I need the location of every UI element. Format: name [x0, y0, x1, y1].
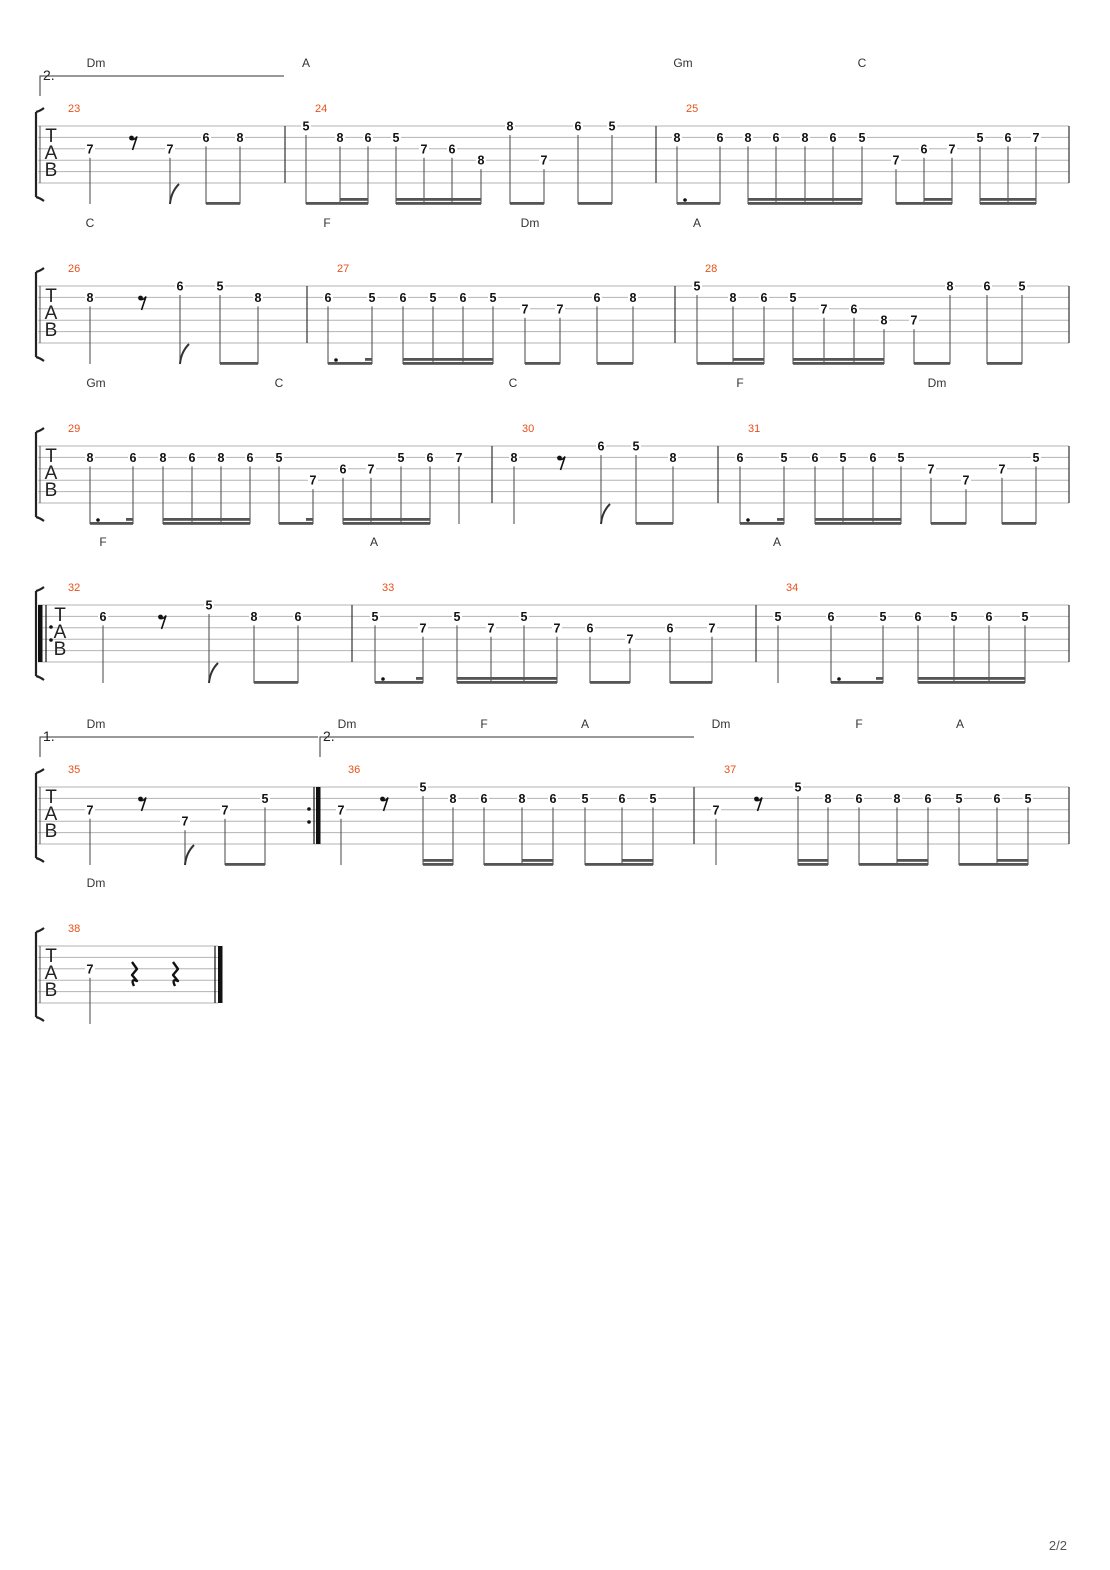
- beam-eighth: [914, 362, 950, 365]
- fret-number: 8: [159, 450, 167, 465]
- beam-sixteenth: [396, 198, 481, 201]
- chord-symbol: Dm: [86, 56, 106, 70]
- chord-symbol: Dm: [711, 717, 731, 731]
- fret-number: 7: [521, 302, 529, 317]
- beam-eighth: [375, 681, 423, 684]
- tab-clef-a: A: [44, 804, 58, 825]
- beam-eighth: [959, 863, 1028, 866]
- tab-clef-t: T: [45, 787, 57, 808]
- fret-number: 5: [397, 450, 405, 465]
- tab-clef-a: A: [53, 622, 67, 643]
- chord-symbol: F: [855, 717, 863, 731]
- fret-number: 7: [181, 814, 189, 829]
- fret-number: 6: [760, 290, 768, 305]
- fret-number: 5: [302, 119, 310, 134]
- beam-sixteenth: [815, 518, 901, 521]
- fret-number: 6: [811, 450, 819, 465]
- fret-number: 5: [1018, 279, 1026, 294]
- chord-symbol: Dm: [86, 717, 106, 731]
- tab-clef-a: A: [44, 963, 58, 984]
- fret-number: 6: [99, 609, 107, 624]
- fret-number: 6: [736, 450, 744, 465]
- fret-number: 8: [518, 791, 526, 806]
- chord-symbol: Gm: [86, 376, 106, 390]
- rhythm-dot: [96, 518, 100, 522]
- fret-number: 6: [772, 130, 780, 145]
- rhythm-dot: [746, 518, 750, 522]
- fret-number: 6: [597, 439, 605, 454]
- fret-number: 6: [364, 130, 372, 145]
- measure-number: 25: [686, 103, 699, 115]
- fret-number: 5: [489, 290, 497, 305]
- measure-number: 37: [724, 764, 737, 776]
- chord-symbol: C: [857, 56, 867, 70]
- beam-sixteenth: [163, 518, 250, 521]
- fret-number: 8: [86, 450, 94, 465]
- note-flag: [601, 504, 610, 524]
- beam-sixteenth: [416, 677, 423, 680]
- fret-number: 7: [367, 462, 375, 477]
- tab-clef-t: T: [45, 286, 57, 307]
- beam-eighth: [931, 522, 966, 525]
- beam-eighth: [343, 522, 430, 525]
- fret-number: 6: [339, 462, 347, 477]
- volta-bracket: [40, 76, 284, 96]
- fret-number: 7: [455, 450, 463, 465]
- fret-number: 6: [829, 130, 837, 145]
- fret-number: 8: [669, 450, 677, 465]
- note-flag: [180, 344, 189, 364]
- chord-symbol: Dm: [520, 216, 540, 230]
- measure-number: 23: [68, 103, 81, 115]
- fret-number: 7: [556, 302, 564, 317]
- beam-eighth: [859, 863, 928, 866]
- fret-number: 6: [985, 609, 993, 624]
- fret-number: 7: [910, 313, 918, 328]
- measure-number: 36: [348, 764, 361, 776]
- beam-eighth: [798, 863, 828, 866]
- fret-number: 7: [309, 473, 317, 488]
- tab-clef-b: B: [44, 821, 58, 842]
- beam-sixteenth: [876, 677, 883, 680]
- beam-eighth: [815, 522, 901, 525]
- final-thick-bar: [218, 946, 223, 1003]
- fret-number: 6: [448, 142, 456, 157]
- measure-number: 27: [337, 263, 350, 275]
- fret-number: 6: [324, 290, 332, 305]
- beam-eighth: [597, 362, 633, 365]
- fret-number: 7: [221, 803, 229, 818]
- volta-bracket: [40, 737, 318, 757]
- fret-number: 5: [649, 791, 657, 806]
- beam-eighth: [328, 362, 372, 365]
- chord-symbol: A: [580, 717, 590, 731]
- chord-symbol: C: [85, 216, 95, 230]
- fret-number: 5: [371, 609, 379, 624]
- fret-number: 6: [914, 609, 922, 624]
- repeat-dot: [307, 820, 311, 824]
- beam-eighth: [670, 681, 712, 684]
- chord-symbol: A: [692, 216, 702, 230]
- beam-eighth: [403, 362, 493, 365]
- fret-number: 5: [879, 609, 887, 624]
- beam-eighth: [423, 863, 453, 866]
- fret-number: 8: [510, 450, 518, 465]
- fret-number: 6: [716, 130, 724, 145]
- chord-symbol: F: [480, 717, 488, 731]
- tab-clef-a: A: [44, 303, 58, 324]
- beam-eighth: [525, 362, 560, 365]
- fret-number: 8: [86, 290, 94, 305]
- fret-number: 8: [629, 290, 637, 305]
- fret-number: 6: [855, 791, 863, 806]
- fret-number: 7: [708, 621, 716, 636]
- beam-eighth: [90, 522, 133, 525]
- beam-sixteenth: [980, 198, 1036, 201]
- beam-eighth: [987, 362, 1022, 365]
- fret-number: 6: [202, 130, 210, 145]
- chord-symbol: Dm: [86, 876, 106, 890]
- fret-number: 5: [1032, 450, 1040, 465]
- fret-number: 6: [399, 290, 407, 305]
- fret-number: 7: [712, 803, 720, 818]
- fret-number: 7: [553, 621, 561, 636]
- measure-number: 31: [748, 423, 761, 435]
- beam-sixteenth: [622, 859, 653, 862]
- beam-eighth: [306, 202, 368, 205]
- chord-symbol: A: [369, 535, 379, 549]
- tab-clef-b: B: [44, 320, 58, 341]
- rhythm-dot: [837, 677, 841, 681]
- fret-number: 6: [129, 450, 137, 465]
- chord-symbol: F: [99, 535, 107, 549]
- fret-number: 7: [166, 142, 174, 157]
- fret-number: 5: [261, 791, 269, 806]
- beam-eighth: [578, 202, 612, 205]
- fret-number: 7: [420, 142, 428, 157]
- beam-eighth: [636, 522, 673, 525]
- beam-sixteenth: [897, 859, 928, 862]
- fret-number: 7: [948, 142, 956, 157]
- beam-eighth: [510, 202, 544, 205]
- beam-eighth: [279, 522, 313, 525]
- fret-number: 5: [774, 609, 782, 624]
- fret-number: 8: [254, 290, 262, 305]
- fret-number: 5: [780, 450, 788, 465]
- tab-clef-b: B: [44, 480, 58, 501]
- fret-number: 6: [983, 279, 991, 294]
- fret-number: 7: [962, 473, 970, 488]
- fret-number: 5: [581, 791, 589, 806]
- beam-eighth: [918, 681, 1025, 684]
- measure-number: 26: [68, 263, 81, 275]
- beam-sixteenth: [457, 677, 557, 680]
- fret-number: 5: [429, 290, 437, 305]
- fret-number: 7: [927, 462, 935, 477]
- fret-number: 5: [955, 791, 963, 806]
- fret-number: 8: [236, 130, 244, 145]
- fret-number: 5: [897, 450, 905, 465]
- beam-eighth: [831, 681, 883, 684]
- repeat-dot: [49, 625, 53, 629]
- beam-sixteenth: [918, 677, 1025, 680]
- fret-number: 6: [294, 609, 302, 624]
- fret-number: 5: [632, 439, 640, 454]
- beam-eighth: [980, 202, 1036, 205]
- beam-sixteenth: [343, 518, 430, 521]
- beam-eighth: [220, 362, 258, 365]
- fret-number: 5: [608, 119, 616, 134]
- fret-number: 6: [188, 450, 196, 465]
- chord-symbol: A: [772, 535, 782, 549]
- fret-number: 6: [574, 119, 582, 134]
- beam-sixteenth: [748, 198, 862, 201]
- fret-number: 5: [789, 290, 797, 305]
- fret-number: 8: [217, 450, 225, 465]
- beam-sixteenth: [423, 859, 453, 862]
- fret-number: 6: [549, 791, 557, 806]
- beam-sixteenth: [522, 859, 553, 862]
- beam-sixteenth: [997, 859, 1028, 862]
- measure-number: 34: [786, 582, 799, 594]
- quarter-rest-icon: [132, 962, 137, 986]
- fret-number: 7: [86, 142, 94, 157]
- beam-eighth: [396, 202, 481, 205]
- repeat-end-thick-bar: [316, 787, 321, 844]
- fret-number: 5: [205, 598, 213, 613]
- fret-number: 8: [880, 313, 888, 328]
- fret-number: 6: [850, 302, 858, 317]
- beam-eighth: [677, 202, 720, 205]
- tab-clef-t: T: [45, 126, 57, 147]
- fret-number: 7: [820, 302, 828, 317]
- beam-sixteenth: [306, 518, 313, 521]
- beam-sixteenth: [340, 198, 368, 201]
- fret-number: 7: [998, 462, 1006, 477]
- measure-number: 38: [68, 923, 81, 935]
- beam-eighth: [793, 362, 884, 365]
- beam-sixteenth: [798, 859, 828, 862]
- fret-number: 6: [480, 791, 488, 806]
- chord-symbol: Dm: [927, 376, 947, 390]
- tab-clef-t: T: [45, 446, 57, 467]
- fret-number: 5: [520, 609, 528, 624]
- fret-number: 6: [593, 290, 601, 305]
- tab-clef-t: T: [45, 946, 57, 967]
- chord-symbol: F: [323, 216, 331, 230]
- fret-number: 6: [1004, 130, 1012, 145]
- tab-clef-a: A: [44, 463, 58, 484]
- fret-number: 5: [453, 609, 461, 624]
- beam-eighth: [484, 863, 553, 866]
- fret-number: 6: [666, 621, 674, 636]
- fret-number: 7: [487, 621, 495, 636]
- eighth-rest-icon: [138, 296, 146, 310]
- fret-number: 7: [1032, 130, 1040, 145]
- fret-number: 8: [449, 791, 457, 806]
- measure-number: 32: [68, 582, 81, 594]
- measure-number: 30: [522, 423, 535, 435]
- tab-clef-b: B: [44, 980, 58, 1001]
- beam-eighth: [590, 681, 630, 684]
- beam-eighth: [585, 863, 653, 866]
- chord-symbol: A: [955, 717, 965, 731]
- beam-eighth: [697, 362, 764, 365]
- fret-number: 8: [893, 791, 901, 806]
- fret-number: 5: [1021, 609, 1029, 624]
- fret-number: 5: [1024, 791, 1032, 806]
- beam-sixteenth: [777, 518, 784, 521]
- fret-number: 6: [246, 450, 254, 465]
- chord-symbol: F: [736, 376, 744, 390]
- fret-number: 6: [993, 791, 1001, 806]
- quarter-rest-icon: [173, 962, 178, 986]
- fret-number: 7: [892, 153, 900, 168]
- eighth-rest-icon: [158, 615, 166, 629]
- volta-label: 2.: [43, 67, 55, 83]
- fret-number: 6: [924, 791, 932, 806]
- volta-bracket: [320, 737, 694, 757]
- fret-number: 5: [839, 450, 847, 465]
- measure-number: 24: [315, 103, 328, 115]
- fret-number: 6: [920, 142, 928, 157]
- eighth-rest-icon: [129, 136, 137, 150]
- fret-number: 7: [337, 803, 345, 818]
- fret-number: 5: [216, 279, 224, 294]
- volta-label: 1.: [43, 728, 55, 744]
- page-number: 2/2: [1048, 1538, 1067, 1553]
- beam-eighth: [748, 202, 862, 205]
- beam-eighth: [1002, 522, 1036, 525]
- beam-sixteenth: [403, 358, 493, 361]
- beam-sixteenth: [793, 358, 884, 361]
- beam-eighth: [206, 202, 240, 205]
- repeat-dot: [307, 807, 311, 811]
- beam-eighth: [740, 522, 784, 525]
- eighth-rest-icon: [380, 797, 388, 811]
- chord-symbol: C: [508, 376, 518, 390]
- fret-number: 8: [250, 609, 258, 624]
- volta-label: 2.: [323, 728, 335, 744]
- fret-number: 6: [459, 290, 467, 305]
- repeat-dot: [49, 638, 53, 642]
- tab-clef-b: B: [44, 160, 58, 181]
- fret-number: 8: [729, 290, 737, 305]
- fret-number: 6: [426, 450, 434, 465]
- fret-number: 7: [626, 632, 634, 647]
- rhythm-dot: [683, 198, 687, 202]
- fret-number: 6: [586, 621, 594, 636]
- measure-number: 35: [68, 764, 81, 776]
- fret-number: 8: [801, 130, 809, 145]
- beam-sixteenth: [365, 358, 372, 361]
- tab-clef-t: T: [54, 605, 66, 626]
- note-flag: [185, 845, 194, 865]
- fret-number: 8: [946, 279, 954, 294]
- beam-eighth: [896, 202, 952, 205]
- fret-number: 6: [869, 450, 877, 465]
- measure-number: 28: [705, 263, 718, 275]
- fret-number: 8: [336, 130, 344, 145]
- fret-number: 5: [275, 450, 283, 465]
- fret-number: 5: [419, 780, 427, 795]
- note-flag: [209, 663, 218, 683]
- fret-number: 6: [176, 279, 184, 294]
- beam-eighth: [457, 681, 557, 684]
- fret-number: 7: [86, 803, 94, 818]
- repeat-start-thick-bar: [38, 605, 43, 662]
- eighth-rest-icon: [557, 456, 565, 470]
- tab-clef-a: A: [44, 143, 58, 164]
- measure-number: 33: [382, 582, 395, 594]
- beam-sixteenth: [126, 518, 133, 521]
- fret-number: 5: [858, 130, 866, 145]
- beam-eighth: [163, 522, 250, 525]
- eighth-rest-icon: [754, 797, 762, 811]
- rhythm-dot: [334, 358, 338, 362]
- tab-clef-b: B: [53, 639, 67, 660]
- fret-number: 8: [824, 791, 832, 806]
- measure-number: 29: [68, 423, 81, 435]
- beam-eighth: [254, 681, 298, 684]
- fret-number: 5: [392, 130, 400, 145]
- fret-number: 5: [950, 609, 958, 624]
- fret-number: 5: [693, 279, 701, 294]
- fret-number: 6: [618, 791, 626, 806]
- fret-number: 6: [827, 609, 835, 624]
- fret-number: 8: [506, 119, 514, 134]
- fret-number: 8: [477, 153, 485, 168]
- chord-symbol: Gm: [673, 56, 693, 70]
- fret-number: 7: [540, 153, 548, 168]
- beam-sixteenth: [924, 198, 952, 201]
- chord-symbol: C: [274, 376, 284, 390]
- note-flag: [170, 184, 179, 204]
- beam-eighth: [225, 863, 265, 866]
- fret-number: 7: [86, 962, 94, 977]
- eighth-rest-icon: [138, 797, 146, 811]
- chord-symbol: Dm: [337, 717, 357, 731]
- fret-number: 8: [744, 130, 752, 145]
- beam-sixteenth: [733, 358, 764, 361]
- fret-number: 5: [368, 290, 376, 305]
- fret-number: 5: [794, 780, 802, 795]
- chord-symbol: A: [301, 56, 311, 70]
- fret-number: 8: [673, 130, 681, 145]
- fret-number: 7: [419, 621, 427, 636]
- fret-number: 5: [976, 130, 984, 145]
- rhythm-dot: [381, 677, 385, 681]
